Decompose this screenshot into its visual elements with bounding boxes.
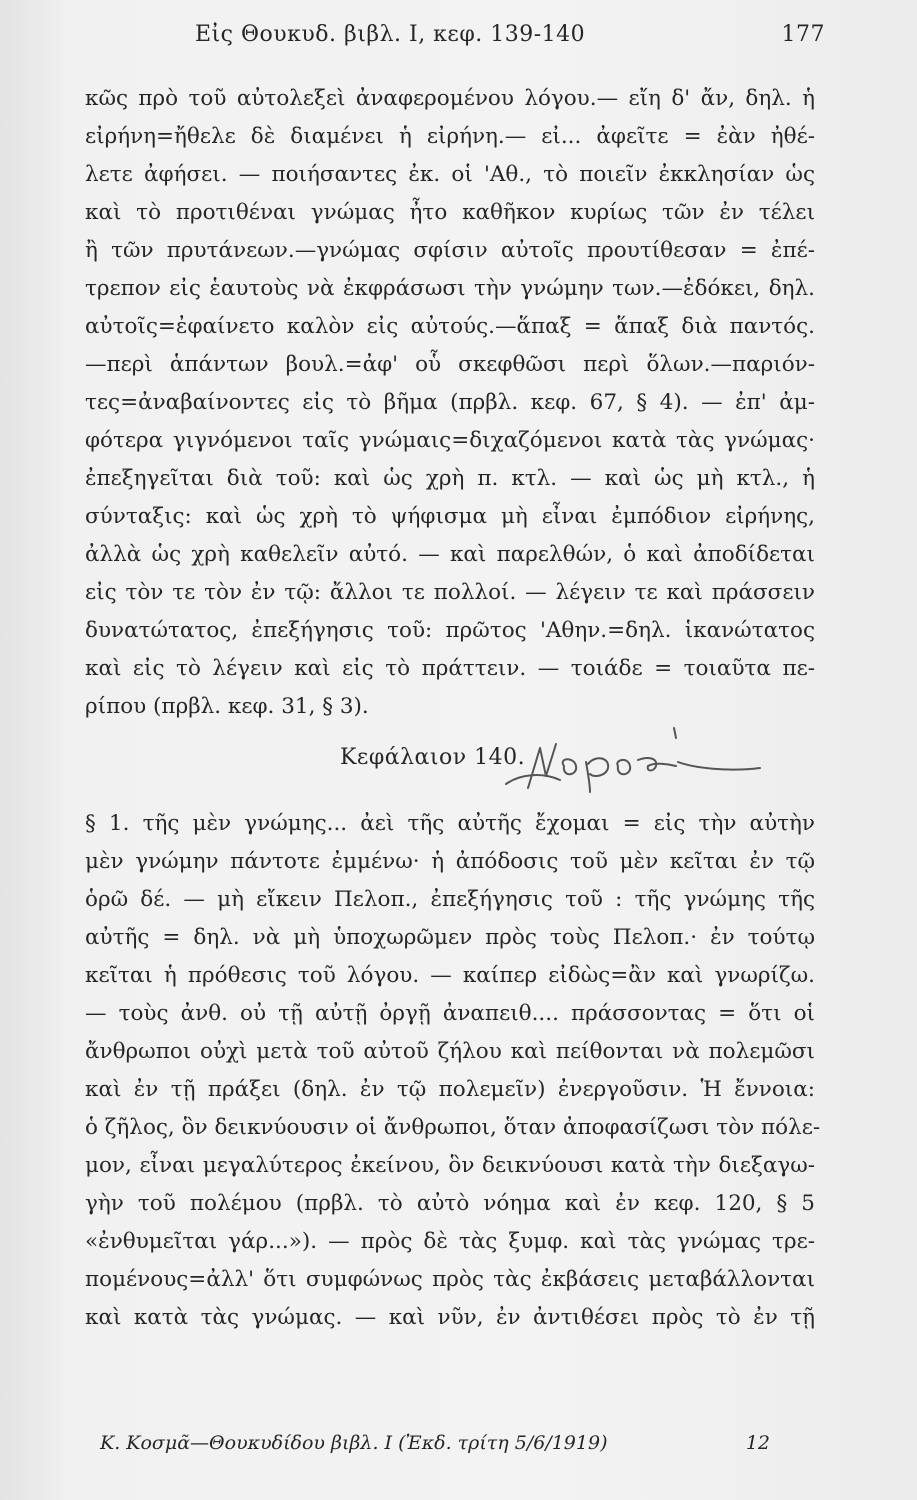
text-line: ἀλλὰ ὡς χρὴ καθελεῖν αὐτό. — καὶ παρελθών, ὁ καὶ ἀποδίδεται bbox=[85, 542, 815, 567]
commentary-paragraph-2 bbox=[85, 805, 821, 1337]
text-line: καὶ κατὰ τὰς γνώμας. — καὶ νῦν, ἐν ἀντιθέσει πρὸς τὸ ἐν τῇ bbox=[85, 1305, 815, 1330]
page-number: 177 bbox=[781, 22, 825, 47]
text-line: ἄνθρωποι οὐχὶ μετὰ τοῦ αὐτοῦ ζήλου καὶ πείθονται νὰ πολεμῶσι bbox=[85, 1039, 815, 1064]
text-line: § 1. τῆς μὲν γνώμης... ἀεὶ τῆς αὐτῆς ἔχομαι = εἰς τὴν αὐτὴν bbox=[85, 811, 815, 836]
text-line: κῶς πρὸ τοῦ αὐτολεξεὶ ἀναφερομένου λόγου.— εἴη δ' ἄν, δηλ. ἡ bbox=[85, 86, 815, 111]
text-line: σύνταξις: καὶ ὡς χρὴ τὸ ψήφισμα μὴ εἶναι ἐμπόδιον εἰρήνης, bbox=[85, 504, 815, 529]
page-header bbox=[195, 22, 825, 62]
signature-mark: 12 bbox=[745, 1432, 770, 1454]
running-head: Εἰς Θουκυδ. βιβλ. I, κεφ. 139-140 bbox=[195, 22, 586, 47]
text-line: καὶ εἰς τὸ λέγειν καὶ εἰς τὸ πράττειν. — τοιάδε = τοιαῦτα πε- bbox=[85, 656, 815, 681]
text-line: πομένους=ἀλλ' ὅτι συμφώνως πρὸς τὰς ἐκβάσεις μεταβάλλονται bbox=[85, 1267, 815, 1292]
text-line: καὶ τὸ προτιθέναι γνώμας ἦτο καθῆκον κυρίως τῶν ἐν τέλει bbox=[85, 200, 815, 225]
text-line: ἢ τῶν πρυτάνεων.—γνώμας σφίσιν αὐτοῖς προυτίθεσαν = ἐπέ- bbox=[85, 238, 815, 263]
text-line: καὶ ἐν τῇ πράξει (δηλ. ἐν τῷ πολεμεῖν) ἐνεργοῦσιν. Ἡ ἔννοια: bbox=[85, 1077, 815, 1102]
chapter-heading: Κεφάλαιον 140. bbox=[340, 745, 526, 770]
text-line: φότερα γιγνόμενοι ταῖς γνώμαις=διχαζόμενοι κατὰ τὰς γνώμας· bbox=[85, 428, 815, 453]
text-line: εἰρήνη=ἤθελε δὲ διαμένει ἡ εἰρήνη.— εἰ... ἀφεῖτε = ἐὰν ἠθέ- bbox=[85, 124, 815, 149]
text-line: «ἐνθυμεῖται γάρ...»). — πρὸς δὲ τὰς ξυμφ. καὶ τὰς γνώμας τρε- bbox=[85, 1229, 815, 1254]
text-line: κεῖται ἡ πρόθεσις τοῦ λόγου. — καίπερ εἰδὼς=ἂν καὶ γνωρίζω. bbox=[85, 963, 815, 988]
text-line: —περὶ ἁπάντων βουλ.=ἀφ' οὗ σκεφθῶσι περὶ ὅλων.—παριόν- bbox=[85, 352, 815, 377]
text-line: αὐτοῖς=ἐφαίνετο καλὸν εἰς αὐτούς.—ἅπαξ = ἅπαξ διὰ παντός. bbox=[85, 314, 815, 339]
text-line: μὲν γνώμην πάντοτε ἐμμένω· ἡ ἀπόδοσις τοῦ μὲν κεῖται ἐν τῷ bbox=[85, 849, 815, 874]
text-line: ρίπου (πρβλ. κεφ. 31, § 3). bbox=[85, 694, 369, 719]
commentary-paragraph-1 bbox=[85, 80, 815, 726]
handwritten-signature bbox=[498, 722, 768, 797]
text-line: γὴν τοῦ πολέμου (πρβλ. τὸ αὐτὸ νόημα καὶ ἐν κεφ. 120, § 5 bbox=[85, 1191, 815, 1216]
text-line: τρεπον εἰς ἑαυτοὺς νὰ ἐκφράσωσι τὴν γνώμην των.—ἐδόκει, δηλ. bbox=[85, 276, 815, 301]
text-line: δυνατώτατος, ἐπεξήγησις τοῦ: πρῶτος 'Αθην.=δηλ. ἱκανώτατος bbox=[85, 618, 815, 643]
text-line: ἐπεξηγεῖται διὰ τοῦ: καὶ ὡς χρὴ π. κτλ. — καὶ ὡς μὴ κτλ., ἡ bbox=[85, 466, 815, 491]
text-line: εἰς τὸν τε τὸν ἐν τῷ: ἄλλοι τε πολλοί. — λέγειν τε καὶ πράσσειν bbox=[85, 580, 815, 605]
text-line: ὁρῶ δέ. — μὴ εἴκειν Πελοπ., ἐπεξήγησις τοῦ : τῆς γνώμης τῆς bbox=[85, 887, 815, 912]
text-line: ὁ ζῆλος, ὃν δεικνύουσιν οἱ ἄνθρωποι, ὅταν ἀποφασίζωσι τὸν πόλε- bbox=[85, 1115, 821, 1140]
text-line: τες=ἀναβαίνοντες εἰς τὸ βῆμα (πρβλ. κεφ. 67, § 4). — ἐπ' ἀμ- bbox=[85, 390, 815, 415]
text-line: αὐτῆς = δηλ. νὰ μὴ ὑποχωρῶμεν πρὸς τοὺς Πελοπ.· ἐν τούτῳ bbox=[85, 925, 815, 950]
text-line: μον, εἶναι μεγαλύτερος ἐκείνου, ὃν δεικνύουσι κατὰ τὴν διεξαγω- bbox=[85, 1153, 815, 1178]
text-line: λετε ἀφήσει. — ποιήσαντες ἐκ. οἱ 'Αθ., τὸ ποιεῖν ἐκκλησίαν ὡς bbox=[85, 162, 815, 187]
text-line: — τοὺς ἀνθ. οὐ τῇ αὐτῇ ὀργῇ ἀναπειθ.... πράσσοντας = ὅτι οἱ bbox=[85, 1001, 815, 1026]
footer-citation: Κ. Κοσμᾶ—Θουκυδίδου βιβλ. I (Ἐκδ. τρίτη 5/6/1919) bbox=[100, 1432, 608, 1454]
